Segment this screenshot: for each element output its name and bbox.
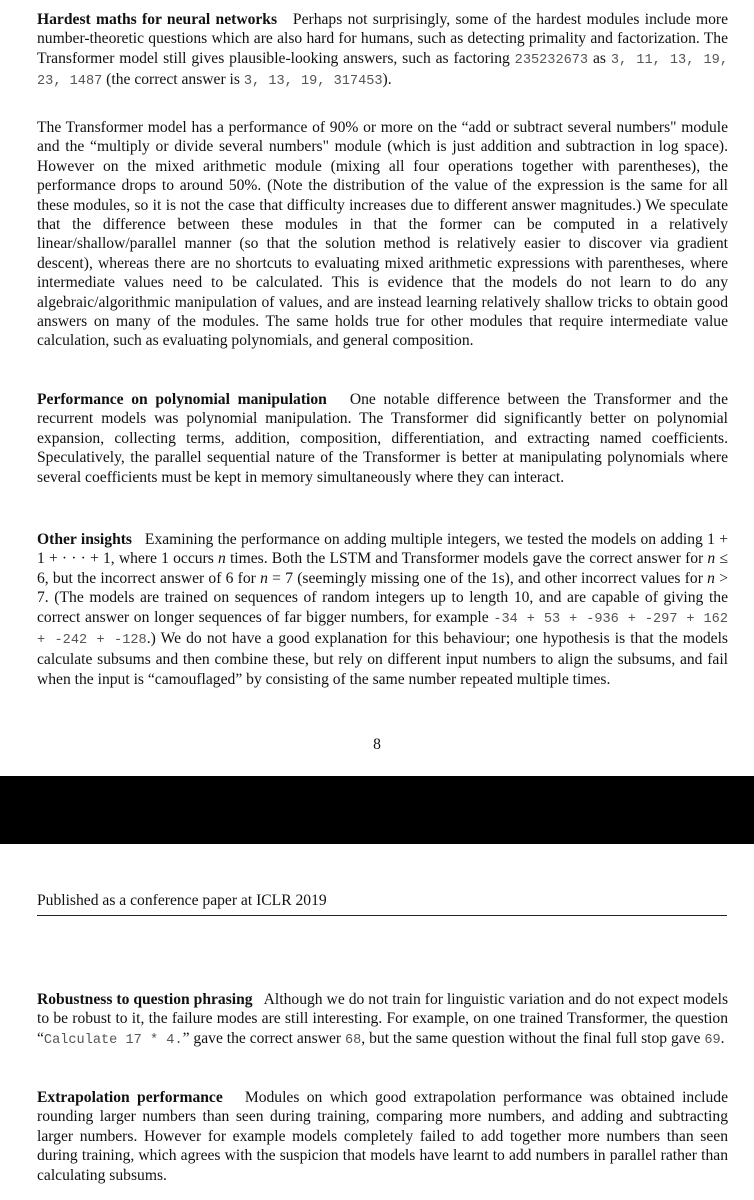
code-answer-69: 69 <box>704 1032 721 1048</box>
code-number: 235232673 <box>514 52 589 68</box>
code-sum-example: -34 + 53 + -936 + -297 + 162 + -242 + -128 <box>37 611 728 649</box>
paragraph-polynomial-manipulation: Performance on polynomial manipulation One notable difference between the Transformer and the recurrent models was polynomial manipulation. The Transformer did significantly better on polynomial expansion, collecting terms, addition, composition, differentiation, and extracting named coefficients. Speculatively, the parallel sequential nature of the Transformer is better at manipulating polynomials where several coefficients must be kept in memory simultaneously where they can interact. <box>37 391 728 486</box>
heading-polynomial-manipulation: Performance on polynomial manipulation <box>37 391 327 408</box>
page-separator <box>0 776 754 844</box>
code-question: Calculate 17 * 4. <box>43 1032 183 1048</box>
paragraph-other-insights: Other insights Examining the performance on adding multiple integers, we tested the models on adding 1 + 1 + · · · + 1, where 1 occurs n times. Both the LSTM and Transformer models gave the correct answer for n ≤ 6, but the incorrect answer of 6 for n = 7 (seemingly missing one of the 1s), and other incorrect values for n > 7. (The models are trained on sequences of random integers up to length 10, and are capable of giving the correct answer on longer sequences of far bigger numbers, for example -34 + 53 + -936 + -297 + 162 + -242 + -128.) We do not have a good explanation for this behaviour; one hypothesis is that the models calculate subsums and then combine these, but rely on different input numbers to align the subsums, and fail when the input is “camouflaged” by consisting of the same number repeated multiple times. <box>37 531 729 688</box>
heading-robustness: Robustness to question phrasing <box>37 991 253 1008</box>
code-wrong-factors: 3, 11, 13, 19, 23, 1487 <box>37 52 728 90</box>
paragraph-robustness: Robustness to question phrasing Although we do not train for linguistic variation and do not expect models to be robust to it, the failure modes are still interesting. For example, on one trained Transformer, the question “Calculate 17 * 4.” gave the correct answer 68, but the same question without the final full stop gave 69. <box>37 991 729 1048</box>
heading-other-insights: Other insights <box>37 531 132 548</box>
heading-hardest-maths: Hardest maths for neural networks <box>37 11 278 28</box>
code-correct-factors: 3, 13, 19, 317453 <box>243 74 383 90</box>
paragraph-transformer-performance: The Transformer model has a performance of 90% or more on the “add or subtract several numbers" module and the “multiply or divide several numbers" module (which is just addition and subtraction in log space). However on the mixed arithmetic module (mixing all four operations together with parentheses), the performance drops to around 50%. (Note the distribution of the value of the expression is the same for all these modules, so it is not the case that difficulty increases due to different answer magnitudes.) We speculate that the difference between these modules in that the former can be computed in a relatively linear/shallow/parallel manner (so that the solution method is relatively easier to discover via gradient descent), whereas there are no shortcuts to evaluating mixed arithmetic expressions with parentheses, where intermediate values need to be calculated. This is evidence that the models do not learn to do any algebraic/algorithmic manipulation of values, and are instead learning relatively shallow tricks to obtain good answers on many of the modules. The same holds true for other modules that require intermediate value calculation, such as evaluating polynomials, and general composition. <box>37 119 728 350</box>
paragraph-extrapolation: Extrapolation performance Modules on which good extrapolation performance was obtained include rounding larger numbers than seen during training, comparing more numbers, and adding and subtracting larger numbers. However for example models completely failed to add together more numbers than seen during training, which agrees with the suspicion that models have learnt to add numbers in parallel rather than calculating subsums. <box>37 1089 728 1184</box>
page-9 <box>0 844 754 1200</box>
code-answer-68: 68 <box>344 1032 362 1048</box>
heading-extrapolation: Extrapolation performance <box>37 1089 223 1106</box>
running-header: Published as a conference paper at ICLR 2019 <box>37 892 727 916</box>
page-number: 8 <box>373 736 381 753</box>
paragraph-hardest-maths: Hardest maths for neural networks Perhaps not surprisingly, some of the hardest modules include more number-theoretic questions which are also hard for humans, such as detecting primality and factorization. The Transformer model still gives plausible-looking answers, such as factoring 235232673 as 3, 11, 13, 19, 23, 1487 (the correct answer is 3, 13, 19, 317453). <box>37 11 728 90</box>
